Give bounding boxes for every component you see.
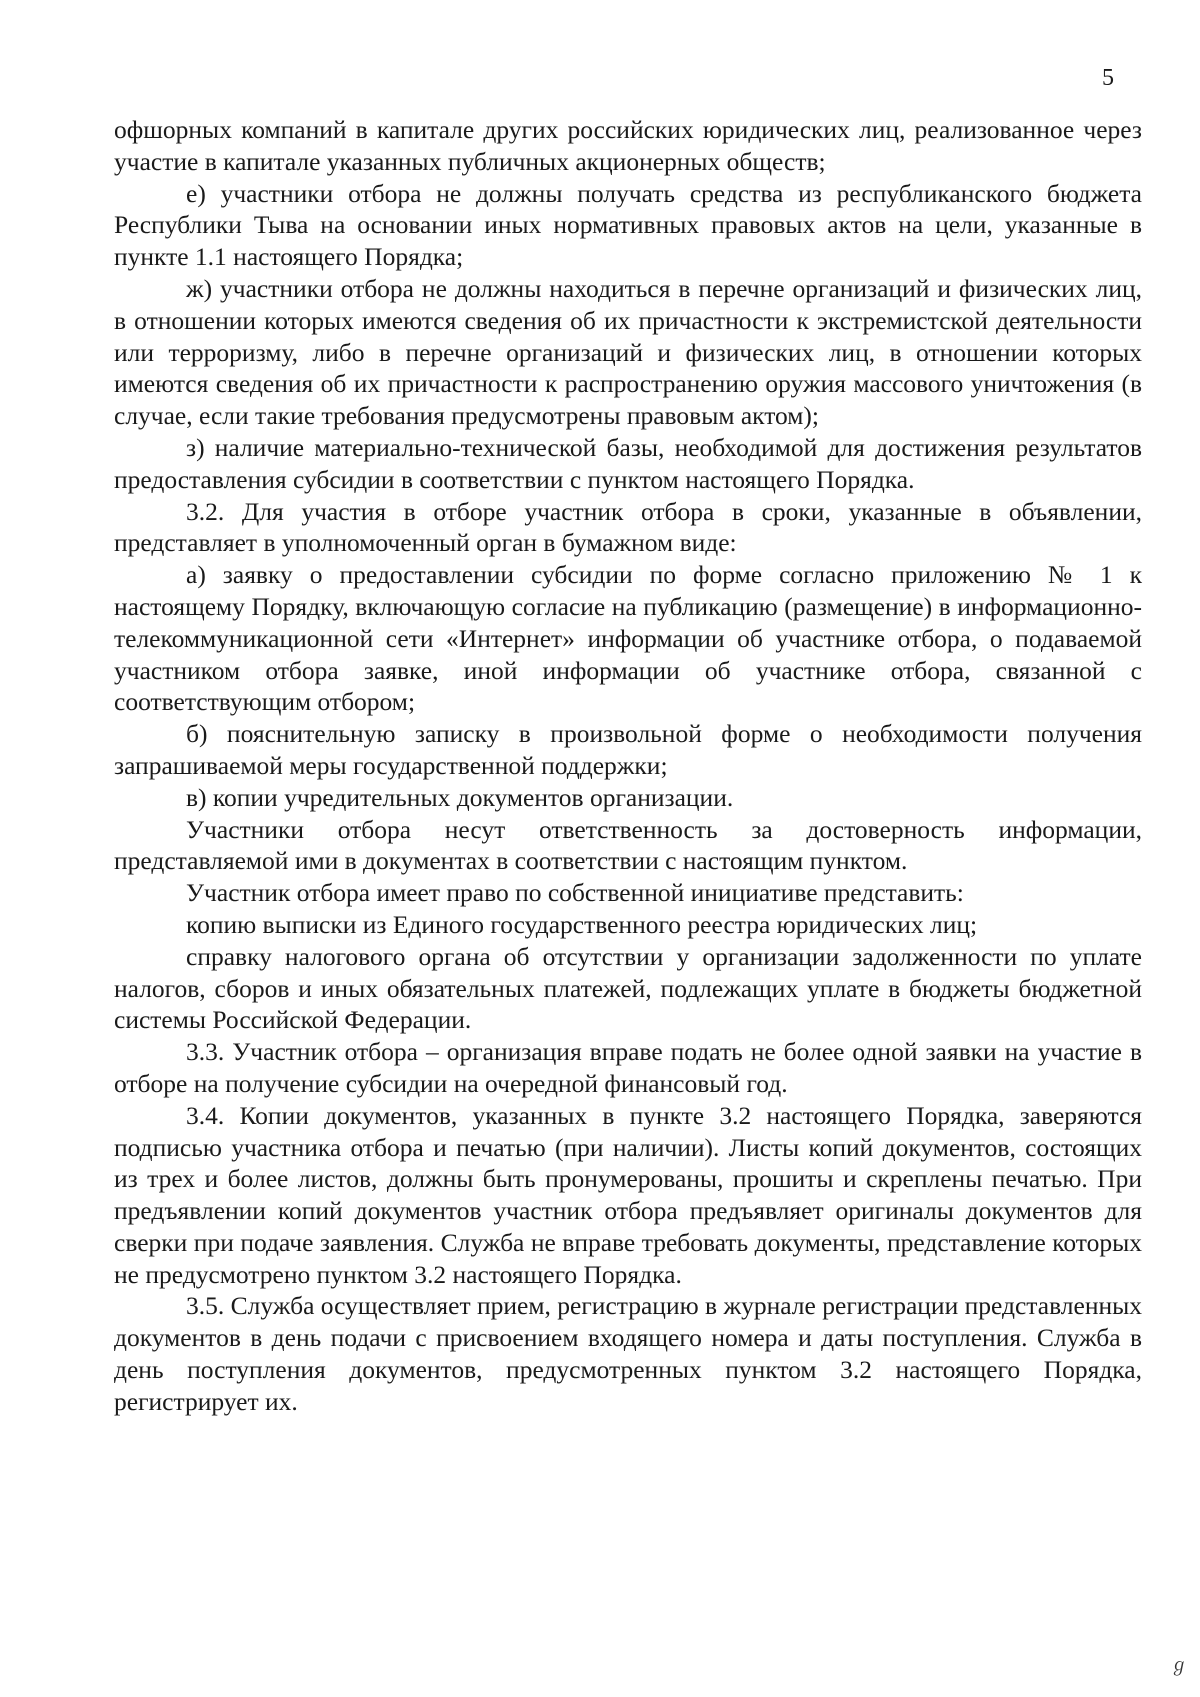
paragraph-3-2-b: б) пояснительную записку в произвольной форме о необходимости получения запрашиваемой меры государственной поддержки; (114, 719, 1142, 780)
document-body (114, 114, 1142, 1418)
paragraph-right-to-submit: Участник отбора имеет право по собственной инициативе представить: (186, 878, 964, 908)
paragraph-3-2-v: в) копии учредительных документов организации. (186, 782, 734, 812)
corner-mark: ℊ (1170, 1655, 1188, 1675)
paragraph-item-zh: ж) участники отбора не должны находиться в перечне организаций и физических лиц, в отношении которых имеются сведения об их причастности к экстремистской деятельности или терроризму, либо в перечне организаций и физических лиц, в отношении которых имеются сведения об их причастности к распространению оружия массового уничтожения (в случае, если такие требования предусмотрены правовым актом); (114, 273, 1142, 431)
paragraph-item-e: е) участники отбора не должны получать средства из республиканского бюджета Республики Тыва на основании иных нормативных правовых актов на цели, указанные в пункте 1.1 настоящего Порядка; (114, 178, 1142, 272)
page-number: 5 (1102, 65, 1114, 91)
paragraph-3-3: 3.3. Участник отбора – организация вправе подать не более одной заявки на участие в отборе на получение субсидии на очередной финансовый год. (114, 1037, 1142, 1098)
paragraph-offshore-continued: офшорных компаний в капитале других российских юридических лиц, реализованное через участие в капитале указанных публичных акционерных обществ; (114, 115, 1142, 176)
paragraph-3-2-a: а) заявку о предоставлении субсидии по форме согласно приложению № 1 к настоящему Порядку, включающую согласие на публикацию (размещение) в информационно-телекоммуникационной сети «Интернет» информации об участнике отбора, о подаваемой участником отбора заявке, иной информации об участнике отбора, связанной с соответствующим отбором; (114, 560, 1142, 717)
paragraph-3-4: 3.4. Копии документов, указанных в пункте 3.2 настоящего Порядка, заверяются подписью участника отбора и печатью (при наличии). Листы копий документов, состоящих из трех и более листов, должны быть пронумерованы, прошиты и скреплены печатью. При предъявлении копий документов участник отбора предъявляет оригиналы документов для сверки при подаче заявления. Служба не вправе требовать документы, представление которых не предусмотрено пунктом 3.2 настоящего Порядка. (114, 1100, 1142, 1289)
paragraph-egrul-extract: копию выписки из Единого государственного реестра юридических лиц; (186, 909, 978, 939)
paragraph-responsibility: Участники отбора несут ответственность за достоверность информации, представляемой ими в документах в соответствии с настоящим пунктом. (114, 814, 1142, 876)
paragraph-3-5: 3.5. Служба осуществляет прием, регистрацию в журнале регистрации представленных документов в день подачи с присвоением входящего номера и даты поступления. Служба в день поступления документов, предусмотренных пунктом 3.2 настоящего Порядка, регистрирует их. (114, 1291, 1142, 1416)
paragraph-3-2: 3.2. Для участия в отборе участник отбора в сроки, указанные в объявлении, представляет в уполномоченный орган в бумажном виде: (114, 496, 1142, 558)
paragraph-tax-certificate: справку налогового органа об отсутствии у организации задолженности по уплате налогов, сборов и иных обязательных платежей, подлежащих уплате в бюджеты бюджетной системы Российской Федерации. (114, 941, 1142, 1035)
paragraph-item-z: з) наличие материально-технической базы, необходимой для достижения результатов предоставления субсидии в соответствии с пунктом настоящего Порядка. (114, 432, 1142, 494)
